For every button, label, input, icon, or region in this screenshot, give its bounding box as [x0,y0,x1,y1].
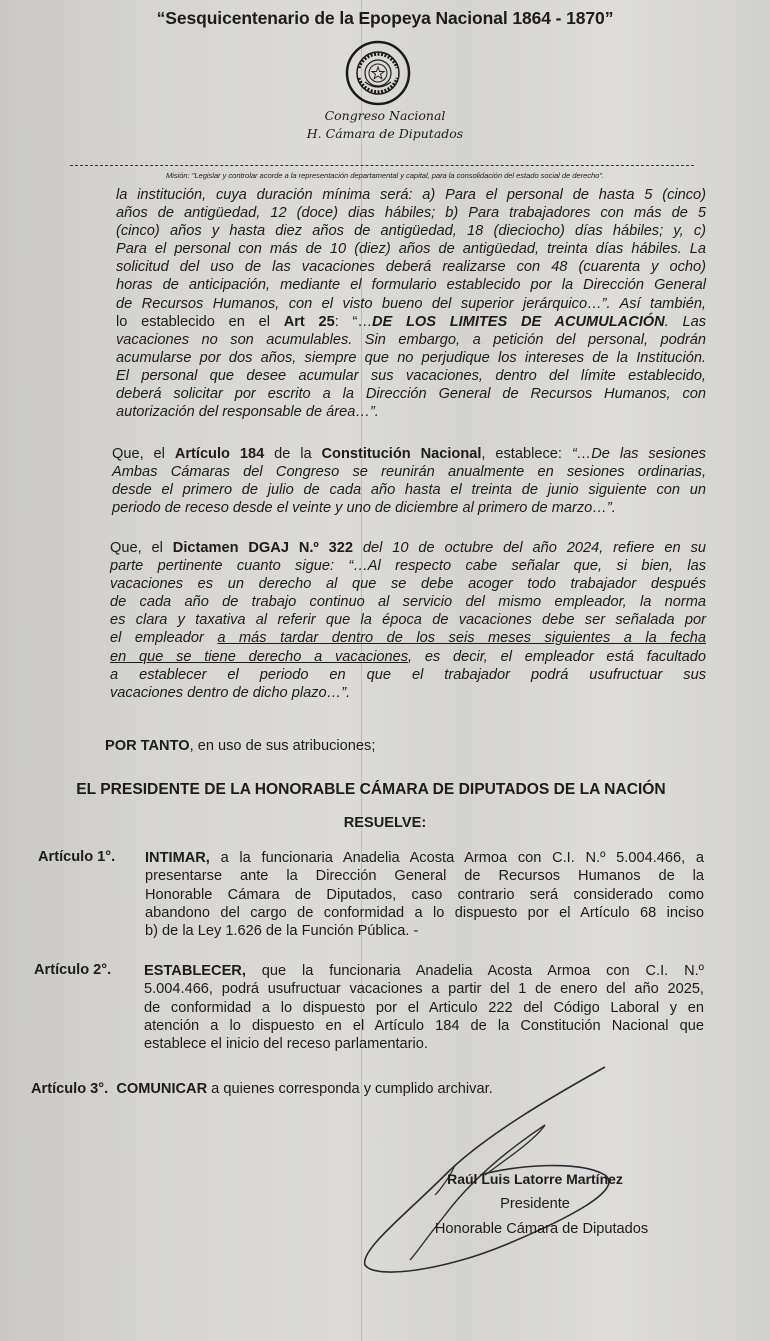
mission-statement: Misión: "Legislar y controlar acorde a la representación departamental y capital, para la consolidación del estado social de derecho". [165,171,605,180]
paragraph-article-184 [112,445,706,517]
text-line: b) de la Ley 1.626 de la Función Pública. - [145,923,419,940]
institution-line2: H. Cámara de Diputados [306,126,464,141]
text-line: autorización del responsable de área…”. [116,404,379,421]
text-line: Honorable Cámara de Diputados, caso contrario será considerado como [145,886,704,903]
text-line: en que se tiene derecho a vacaciones, es decir, el empleador está facultado [110,648,706,665]
text-line: presentarse ante la Dirección General de Recursos Humanos de la [145,868,704,885]
signatory-title: Presidente [500,1196,570,1212]
text-line: la institución, cuya duración mínima será: a) Para el personal de hasta 5 (cinco) [116,187,706,203]
paragraph-vacation-duration [116,186,706,421]
text-line: establece el inicio del receso parlamentario. [144,1036,428,1053]
text-line: el empleador a más tardar dentro de los seis meses siguientes a la fecha [110,630,706,647]
national-seal-icon [345,40,411,106]
text-line: abandono del cargo de conformidad a lo dispuesto por el Artículo 68 inciso [145,904,704,921]
signatory-institution: Honorable Cámara de Diputados [434,1221,649,1237]
text-line: años de antigüedad, 12 (doce) dias hábiles; b) Para trabajadores con más de 5 [116,205,706,222]
text-line: solicitud del uso de las vacaciones deberá realizarse con 48 (cuarenta y ocho) [116,259,706,276]
text-line: (cinco) años y hasta diez años de antigüedad, 18 (dieciocho) días hábiles; y, c) [116,223,706,240]
text-line: vacaciones es un derecho al que se debe acoger todo trabajador después [110,576,706,593]
text-line: Que, el Artículo 184 de la Constitución Nacional, establece: “…De las sesiones [112,446,706,462]
text-line: es clara y taxativa al referir que la época de vacaciones debe ser señalada por [110,612,706,629]
header-divider [70,165,694,166]
article-2-label: Artículo 2°. [34,962,112,978]
header-motto: “Sesquicentenario de la Epopeya Nacional 1864 - 1870” [156,8,614,28]
signatory-name: Raúl Luis Latorre Martínez [447,1171,623,1187]
institution-line1: Congreso Nacional [324,108,446,123]
text-line: El personal que desee acumular sus vacaciones, dentro del límite establecido, [116,367,706,384]
text-line: parte pertinente cuanto sigue: “…Al respecto cabe señalar que, si bien, las [110,558,706,575]
text-line: vacaciones no son acumulables. Sin embargo, a petición del personal, podrán [116,331,706,348]
article-1-label: Artículo 1°. [38,849,116,865]
article-2-body [144,962,704,1053]
text-line: ESTABLECER, que la funcionaria Anadelia Acosta Armoa con C.I. N.º [144,963,704,979]
article-3-text: a quienes corresponda y cumplido archivar. [207,1081,493,1097]
text-line: vacaciones dentro de dicho plazo…”. [110,684,351,701]
text-line: deberá solicitar por escrito a la Dirección General de Recursos Humanos, con [116,386,706,403]
text-line: INTIMAR, a la funcionaria Anadelia Acosta Armoa con C.I. N.º 5.004.466, a [145,850,704,866]
text-line: acumularse por dos años, siempre que no perjudique los intereses de la Institución. [116,349,706,366]
text-line-art25: lo establecido en el Art 25: “…DE LOS LIMITES DE ACUMULACIÓN. Las [116,313,706,330]
text-line: a establecer el periodo en que el trabajador podrá usufructuar sus [110,666,706,683]
text-line: de Recursos Humanos, con el visto bueno del superior jerárquico…”. Así también, [116,295,706,312]
text-line: Para el personal con más de 10 (diez) años de antigüedad, treinta días hábiles. La [116,241,706,258]
text-line: atención a lo dispuesto en el Artículo 184 de la Constitución Nacional que [144,1017,704,1034]
paragraph-dictamen [110,539,706,702]
text-line: horas de anticipación, mediante el formulario establecido por la Dirección General [116,277,706,294]
por-tanto-line: POR TANTO, en uso de sus atribuciones; [105,738,376,754]
text-line: de cada año de trabajo continuo al servicio del mismo empleador, la norma [110,594,706,611]
article-3-verb: COMUNICAR [116,1081,208,1097]
text-line: periodo de receso desde el veinte y uno de diciembre al primero de marzo…”. [112,500,616,517]
text-line: Que, el Dictamen DGAJ N.º 322 del 10 de octubre del año 2024, refiere en su [110,540,706,556]
text-line: 5.004.466, podrá usufructuar vacaciones a partir del 1 de enero del año 2025, [144,981,704,998]
resuelve-heading: RESUELVE: [343,815,427,831]
article-1-body [145,849,704,940]
text-line: Ambas Cámaras del Congreso se reunirán anualmente en sesiones ordinarias, [112,464,706,481]
article-3-label: Artículo 3°. [31,1081,109,1097]
text-line: de conformidad a lo dispuesto por el Articulo 222 del Código Laboral y en [144,999,704,1016]
president-heading: EL PRESIDENTE DE LA HONORABLE CÁMARA DE DIPUTADOS DE LA NACIÓN [76,781,666,798]
text-line: desde el primero de julio de cada año hasta el treinta de junio siguiente con un [112,482,706,499]
